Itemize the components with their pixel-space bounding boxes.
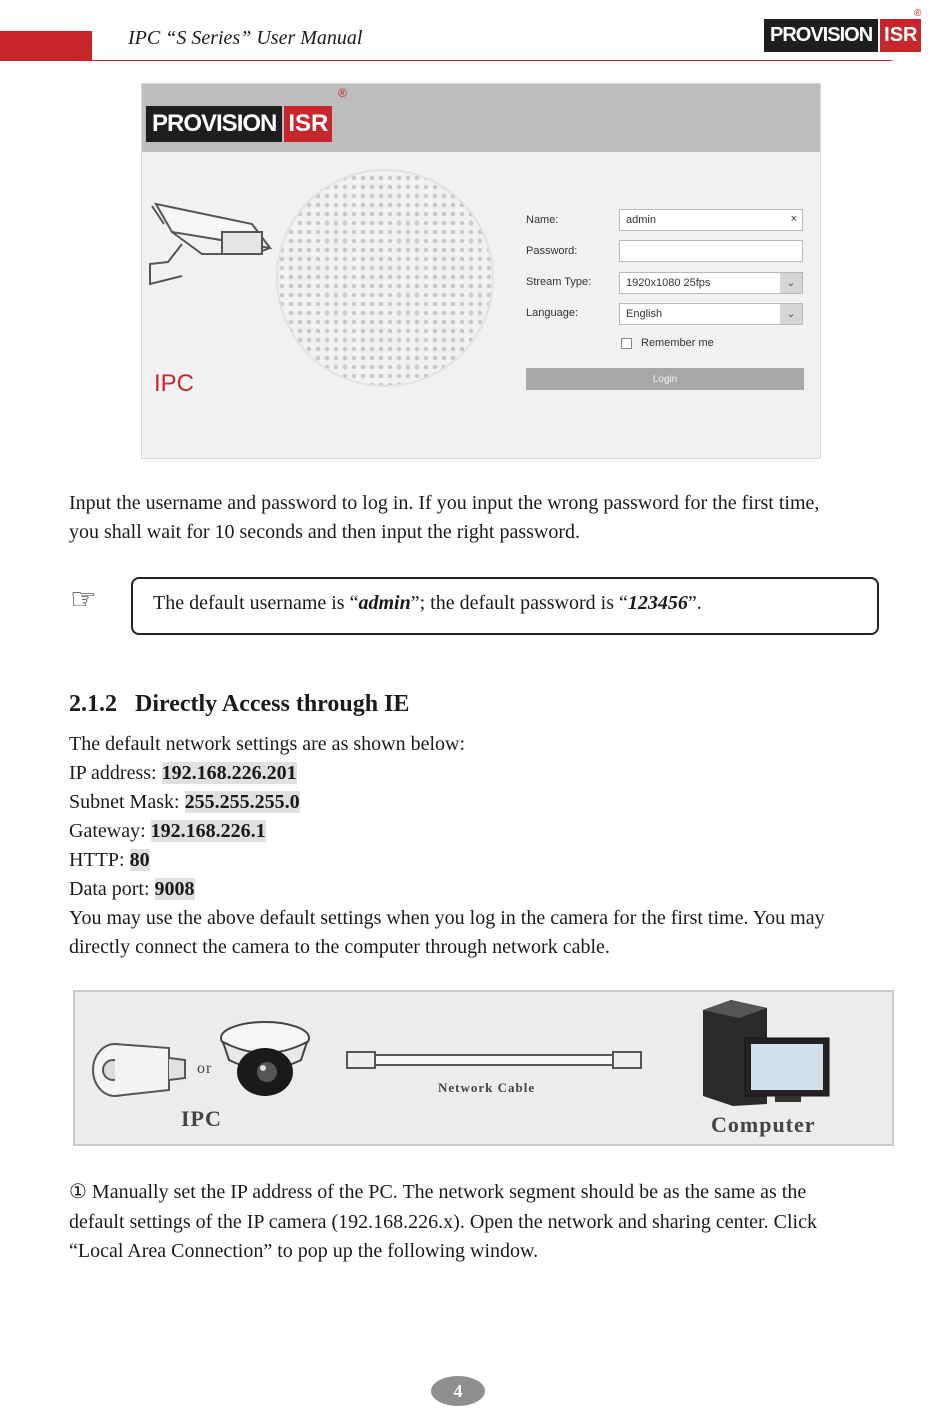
computer-icon — [695, 996, 835, 1108]
ipc-label: IPC — [181, 1106, 222, 1131]
remember-checkbox[interactable] — [621, 338, 632, 349]
login-registered-mark: ® — [338, 86, 347, 100]
bullet-camera-icon — [89, 1032, 189, 1102]
header-logo-wordmark: PROVISION — [764, 19, 878, 52]
step1-line-3: “Local Area Connection” to pop up the following window. — [69, 1240, 539, 1262]
header-accent-bar — [0, 31, 92, 61]
login-button[interactable]: Login — [526, 368, 804, 390]
password-label: Password: — [526, 245, 578, 257]
login-screenshot — [141, 83, 821, 459]
stream-type-select[interactable] — [619, 272, 803, 294]
clear-icon[interactable]: × — [790, 213, 797, 225]
settings-after-line-2: directly connect the camera to the computer through network cable. — [69, 936, 610, 958]
stream-type-value: 1920x1080 25fps — [626, 277, 711, 289]
globe-illustration — [260, 156, 510, 396]
setting-gateway: Gateway: 192.168.226.1 — [69, 820, 266, 842]
settings-intro: The default network settings are as shown below: — [69, 733, 466, 755]
default-password: 123456 — [627, 592, 688, 614]
chevron-down-icon[interactable]: ⌄ — [780, 273, 802, 293]
setting-subnet: Subnet Mask: 255.255.255.0 — [69, 791, 300, 813]
login-logo — [146, 106, 332, 142]
login-logo-wordmark: PROVISION — [146, 106, 282, 142]
setting-http: HTTP: 80 — [69, 849, 150, 871]
header-registered-mark: ® — [914, 8, 922, 19]
language-label: Language: — [526, 307, 578, 319]
page-number: 4 — [431, 1376, 485, 1406]
step1-line-1: ① Manually set the IP address of the PC. The network segment should be as the same as the — [69, 1181, 807, 1203]
language-value: English — [626, 308, 663, 320]
chevron-down-icon[interactable]: ⌄ — [780, 304, 802, 324]
remember-label: Remember me — [641, 337, 714, 349]
or-label: or — [197, 1060, 213, 1077]
network-diagram — [73, 990, 894, 1146]
product-label: IPC — [154, 370, 195, 397]
header-rule — [70, 60, 892, 61]
header-title: IPC “S Series” User Manual — [128, 27, 363, 49]
language-select[interactable] — [619, 303, 803, 325]
network-cable-icon — [345, 1046, 645, 1074]
intro-line-1: Input the username and password to log in. If you input the wrong password for the first time, — [69, 492, 820, 514]
note-text: The default username is “admin”; the default password is “123456”. — [153, 592, 702, 614]
stream-type-label: Stream Type: — [526, 276, 592, 288]
dome-camera-icon — [217, 1014, 313, 1102]
computer-label: Computer — [711, 1112, 816, 1137]
setting-ip: IP address: 192.168.226.201 — [69, 762, 297, 784]
password-input[interactable] — [619, 240, 803, 262]
name-input[interactable] — [619, 209, 803, 231]
step1-line-2: default settings of the IP camera (192.168.226.x). Open the network and sharing center. Click — [69, 1211, 817, 1233]
section-heading: 2.1.2 Directly Access through IE — [69, 691, 410, 717]
setting-data-port: Data port: 9008 — [69, 878, 195, 900]
name-label: Name: — [526, 214, 559, 226]
header-logo — [764, 19, 921, 52]
header-logo-badge: ISR — [880, 19, 921, 52]
name-input-value: admin — [626, 214, 656, 226]
intro-line-2: you shall wait for 10 seconds and then input the right password. — [69, 521, 581, 543]
default-username: admin — [358, 592, 411, 614]
settings-after-line-1: You may use the above default settings when you log in the camera for the first time. You may — [69, 907, 825, 929]
pointing-hand-icon: ☞ — [70, 583, 97, 616]
login-logo-badge: ISR — [284, 106, 332, 142]
cable-label: Network Cable — [438, 1080, 536, 1095]
